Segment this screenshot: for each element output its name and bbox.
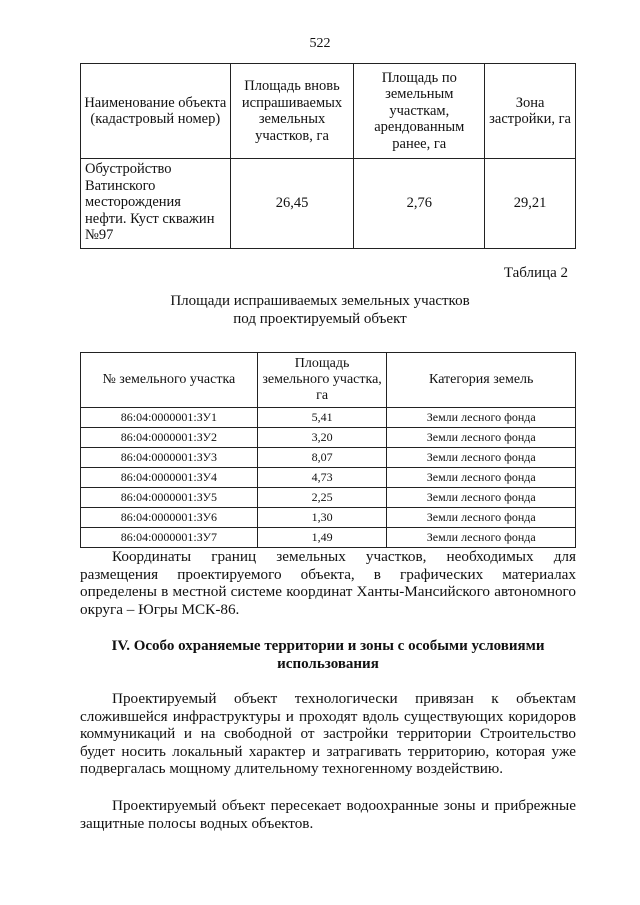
table-label: Таблица 2	[503, 265, 568, 281]
infrastructure-paragraph-text: Проектируемый объект технологически привязан к объектам сложившейся инфраструктуры и проходят вдоль существующих коридоров коммуникаций и на свободной от застройки территории Строительство будет носить локальный характер и затрагивать территорию, которая уже подвергалась мощному длительному техногенному воздействию.	[80, 690, 576, 778]
cell-plot-number: 86:04:0000001:ЗУ2	[81, 428, 258, 448]
coordinates-paragraph	[80, 548, 576, 618]
cell-plot-area: 8,07	[257, 448, 387, 468]
infrastructure-paragraph	[80, 690, 576, 778]
cell-land-category: Земли лесного фонда	[387, 508, 576, 528]
cell-leased-area: 2,76	[354, 159, 485, 249]
coordinates-paragraph-text: Координаты границ земельных участков, необходимых для размещения проектируемого объекта, в графических материалах определены в местной системе координат Ханты-Мансийского автономного округа – Югры МСК-86.	[80, 548, 576, 618]
cell-plot-area: 3,20	[257, 428, 387, 448]
cell-object-name: Обустройство Ватинского месторождения нефти. Куст скважин №97	[81, 159, 231, 249]
cell-plot-area: 2,25	[257, 488, 387, 508]
cell-plot-area: 1,49	[257, 528, 387, 548]
table-row	[81, 468, 576, 488]
table-row	[81, 159, 576, 249]
cell-plot-number: 86:04:0000001:ЗУ5	[81, 488, 258, 508]
table-caption-line: Площади испрашиваемых земельных участков	[170, 293, 470, 309]
table-row	[81, 488, 576, 508]
header-leased-area: Площадь по земельным участкам, арендованным ранее, га	[354, 64, 485, 159]
cell-new-area: 26,45	[230, 159, 354, 249]
cell-plot-number: 86:04:0000001:ЗУ1	[81, 408, 258, 428]
table-row	[81, 448, 576, 468]
table-header-row	[81, 64, 576, 159]
cell-plot-number: 86:04:0000001:ЗУ6	[81, 508, 258, 528]
cell-land-category: Земли лесного фонда	[387, 448, 576, 468]
cell-plot-area: 5,41	[257, 408, 387, 428]
header-object-name: Наименование объекта (кадастровый номер)	[81, 64, 231, 159]
table-row	[81, 508, 576, 528]
cell-plot-number: 86:04:0000001:ЗУ3	[81, 448, 258, 468]
table-row	[81, 528, 576, 548]
table-caption	[0, 292, 640, 328]
table-row	[81, 428, 576, 448]
cell-land-category: Земли лесного фонда	[387, 428, 576, 448]
cell-zone-area: 29,21	[485, 159, 576, 249]
water-zones-paragraph-text: Проектируемый объект пересекает водоохранные зоны и прибрежные защитные полосы водных объектов.	[80, 797, 576, 832]
cell-plot-number: 86:04:0000001:ЗУ4	[81, 468, 258, 488]
table-header-row	[81, 353, 576, 408]
cell-plot-area: 4,73	[257, 468, 387, 488]
header-plot-number: № земельного участка	[81, 353, 258, 408]
page-number: 522	[309, 36, 331, 51]
cell-plot-number: 86:04:0000001:ЗУ7	[81, 528, 258, 548]
header-new-area: Площадь вновь испрашиваемых земельных участков, га	[230, 64, 354, 159]
cell-land-category: Земли лесного фонда	[387, 488, 576, 508]
cell-plot-area: 1,30	[257, 508, 387, 528]
cell-land-category: Земли лесного фонда	[387, 408, 576, 428]
table-row	[81, 408, 576, 428]
cell-land-category: Земли лесного фонда	[387, 468, 576, 488]
section-heading: IV. Особо охраняемые территории и зоны с особыми условиями использования	[111, 638, 545, 672]
water-zones-paragraph	[80, 797, 576, 832]
header-land-category: Категория земель	[387, 353, 576, 408]
land-plots-table	[80, 352, 576, 548]
header-plot-area: Площадь земельного участка, га	[257, 353, 387, 408]
header-zone-area: Зона застройки, га	[485, 64, 576, 159]
table-caption-line: под проектируемый объект	[233, 311, 407, 327]
cell-land-category: Земли лесного фонда	[387, 528, 576, 548]
land-summary-table	[80, 63, 576, 249]
